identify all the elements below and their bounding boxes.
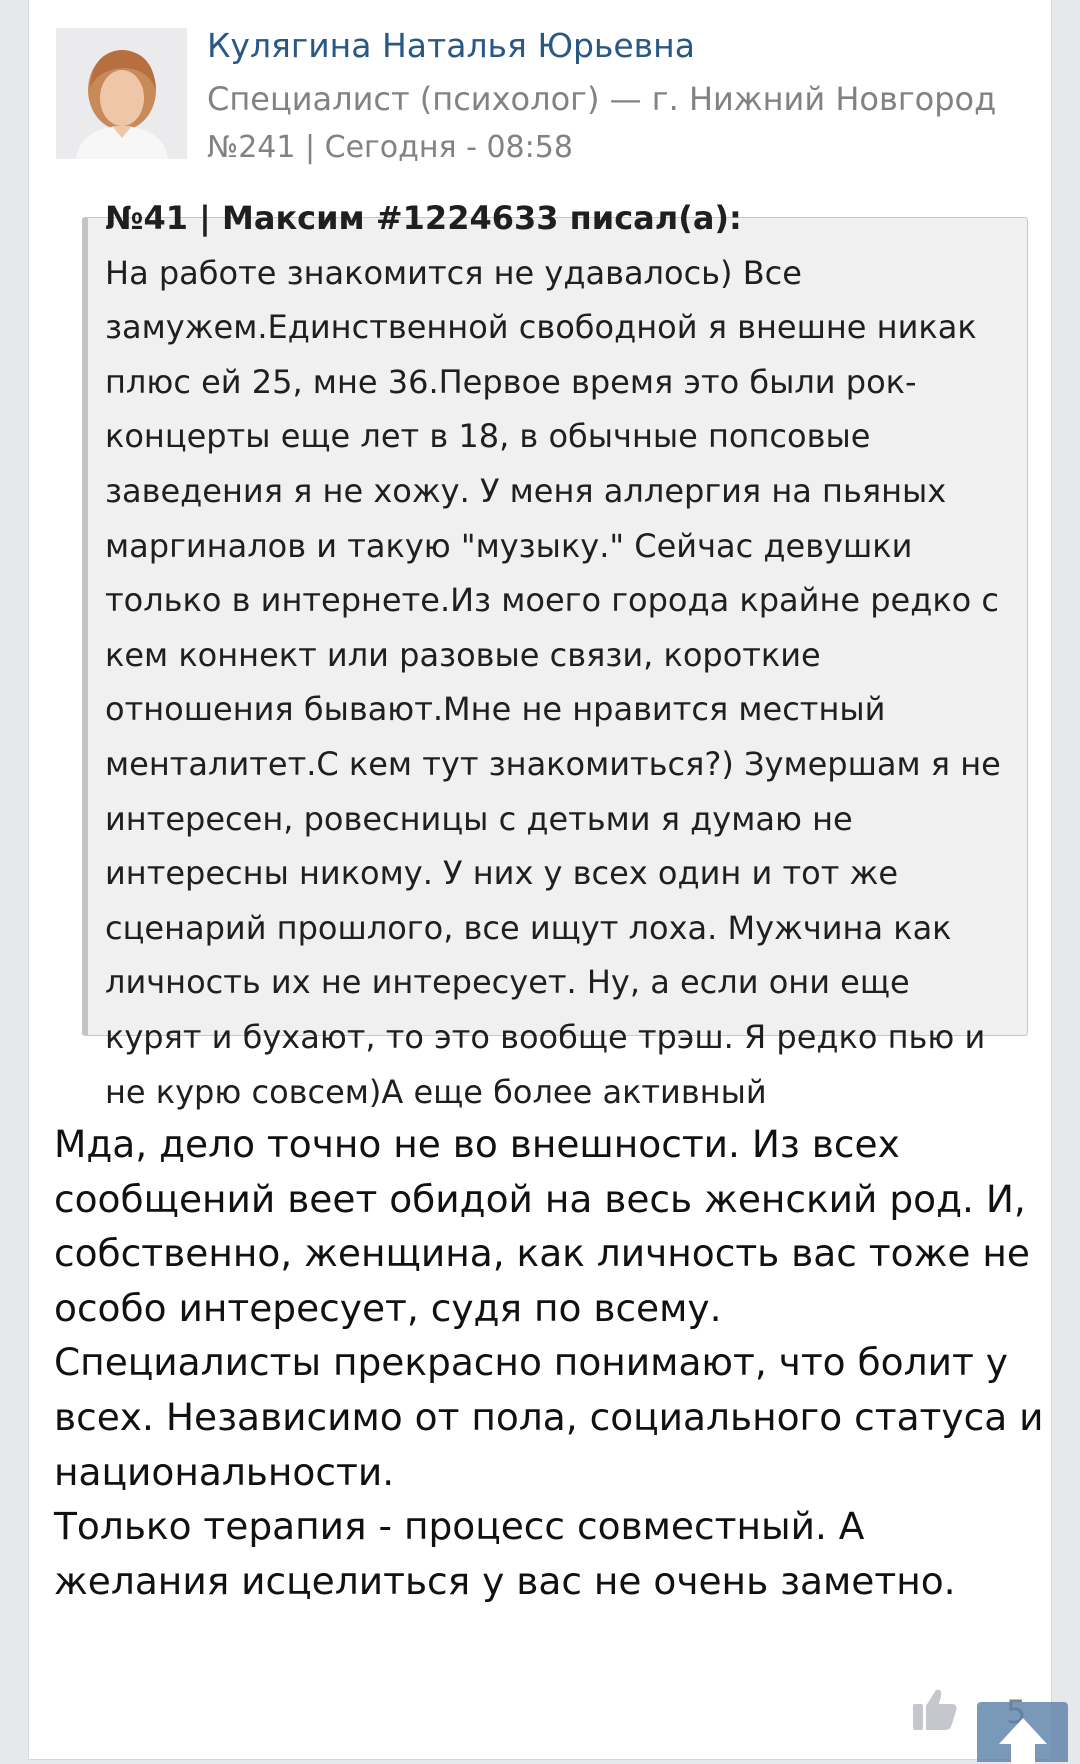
avatar-photo	[56, 28, 187, 159]
post-meta: №241 | Сегодня - 08:58	[207, 130, 573, 165]
reply-paragraph: Мда, дело точно не во внешности. Из всех сообщений веет обидой на весь женский род. И, собственно, женщина, как личность вас тоже не особо интересует, судя по всему.	[54, 1122, 1030, 1330]
author-avatar[interactable]	[56, 28, 187, 159]
arrow-up-icon	[995, 1714, 1051, 1764]
scroll-top-button[interactable]	[977, 1702, 1068, 1762]
reply-text	[54, 1117, 1044, 1608]
reply-paragraph: Специалисты прекрасно понимают, что болит у всех. Независимо от пола, социального статуса и национальности.	[54, 1340, 1044, 1494]
author-name-link[interactable]: Кулягина Наталья Юрьевна	[207, 26, 695, 65]
author-role: Специалист (психолог) — г. Нижний Новгород	[207, 80, 997, 118]
forum-post	[28, 0, 1052, 1760]
quote-header: №41 | Максим #1224633 писал(а):	[105, 199, 742, 237]
thumbs-up-icon[interactable]	[909, 1684, 959, 1734]
reply-paragraph: Только терапия - процесс совместный. А желания исцелиться у вас не очень заметно.	[54, 1504, 956, 1603]
quote-text: На работе знакомится не удавалось) Все замужем.Единственной свободной я внешне никак плюс ей 25, мне 36.Первое время это были рок-концерты еще лет в 18, в обычные попсовые заведения я не хожу. У меня аллергия на пьяных маргиналов и такую "музыку." Сейчас девушки только в интернете.Из моего города крайне редко с кем коннект или разовые связи, короткие отношения бывают.Мне не нравится местный менталитет.С кем тут знакомиться?) Зумершам я не интересен, ровесницы с детьми я думаю не интересны никому. У них у всех один и тот же сценарий прошлого, все ищут лоха. Мужчина как личность их не интересует. Ну, а если они еще курят и бухают, то это вообще трэш. Я редко пью и не курю совсем)А еще более активный	[105, 253, 1001, 1111]
quote-block[interactable]	[82, 199, 1028, 1111]
